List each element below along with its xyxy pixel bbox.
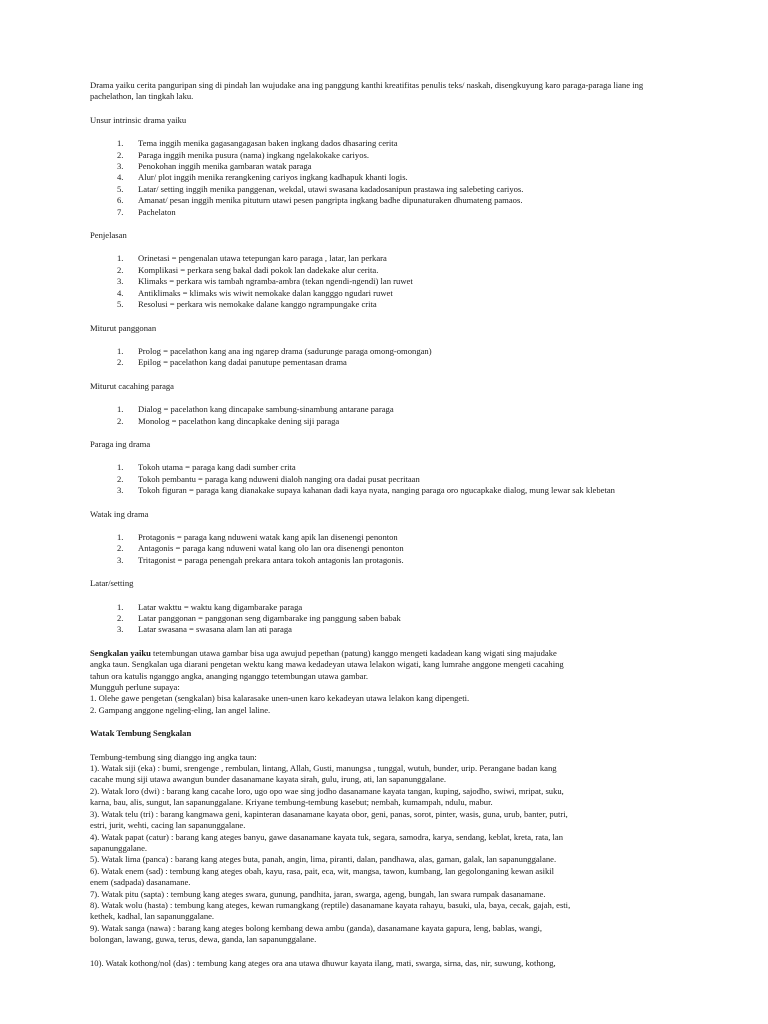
- watak-tembung-list: [90, 752, 678, 946]
- list-item: [90, 602, 678, 613]
- watak-tembung-heading: Watak Tembung Sengkalan: [90, 728, 192, 739]
- list-item: [90, 299, 678, 310]
- text-line: 4). Watak papat (catur) : barang kang ateges banyu, gawe dasanamane kayata tuk, segara, samodra, karya, sendang, keblat, kreta, rata, lan: [90, 831, 564, 842]
- list-number: 1.: [117, 601, 124, 612]
- list-item-text: Latar swasana = swasana alam lan ati paraga: [138, 624, 292, 635]
- sengkalan-line: Mungguh perlune supaya:: [90, 682, 180, 693]
- list-item: [90, 184, 678, 195]
- list-number: 3.: [117, 276, 124, 287]
- unsur-heading: Unsur intrinsic drama yaiku: [90, 114, 187, 125]
- list-number: 3.: [117, 554, 124, 565]
- list-item: [90, 485, 678, 496]
- latar-list: [90, 602, 678, 636]
- list-item-text: Latar panggonan = panggonan seng digambarake ing panggung saben babak: [138, 613, 401, 623]
- paraga-heading: Paraga ing drama: [90, 438, 151, 449]
- list-item-text: Tema inggih menika gagasangagasan baken ingkang dados dhasaring cerita: [138, 138, 398, 149]
- text-line: 6). Watak enem (sad) : tembung kang ateges obah, kayu, rasa, pait, eca, wit, mangsa, tawon, kumbang, lan gegolonganing kewan asikil: [90, 865, 555, 876]
- list-item: [90, 624, 678, 635]
- list-number: 2.: [117, 264, 124, 275]
- list-number: 1.: [117, 253, 124, 264]
- text-line: enem (sadpada) dasanamane.: [90, 877, 191, 888]
- list-number: 1.: [117, 345, 124, 356]
- unsur-list: [90, 138, 678, 218]
- text-line: estri, jurit, wehti, cacing lan sapanunggalane.: [90, 820, 246, 831]
- text-line: 3). Watak telu (tri) : barang kangmawa geni, kapinteran dasanamane kayata obor, geni, panas, sorot, pinter, wasis, guna, urub, banter, putri,: [90, 808, 568, 819]
- cacahing-list: [90, 404, 678, 427]
- list-item: [90, 276, 678, 287]
- list-number: 2.: [117, 357, 124, 368]
- list-item: [90, 404, 678, 415]
- list-item-text: Antiklimaks = klimaks wis wiwit nemokake dalan kangggo ngudari ruwet: [138, 287, 393, 298]
- list-item: [90, 172, 678, 183]
- list-number: 7.: [117, 206, 124, 217]
- watak-list: [90, 532, 678, 566]
- list-item: [90, 532, 678, 543]
- latar-heading: Latar/setting: [90, 578, 134, 589]
- list-item-text: Protagonis = paraga kang nduweni watak kang apik lan disenengi penonton: [138, 531, 398, 542]
- list-item-text: Alur/ plot inggih menika rerangkening cariyos ingkang kadhapuk khanti logis.: [138, 172, 408, 183]
- penjelasan-heading: Penjelasan: [90, 230, 127, 241]
- sengkalan-line: 2. Gampang anggone ngeling-eling, lan angel laline.: [90, 704, 271, 715]
- list-number: 2.: [117, 415, 124, 426]
- sengkalan-line-text: tetembungan utawa gambar bisa uga awujud pepethan (patung) kanggo mengeti kadadean kang wigati sing majudake: [150, 647, 557, 658]
- list-number: 6.: [117, 195, 124, 206]
- text-line: Tembung-tembung sing dianggo ing angka taun:: [90, 751, 257, 762]
- list-number: 1.: [117, 462, 124, 473]
- sengkalan-section: [90, 648, 678, 716]
- watak-heading: Watak ing drama: [90, 508, 149, 519]
- list-item-text: Tokoh utama = paraga kang dadi sumber crita: [138, 462, 296, 473]
- list-number: 2.: [117, 473, 124, 484]
- text-line: 1). Watak siji (eka) : bumi, srengenge , rembulan, lintang, Allah, Gusti, manungsa , tunggal, wutuh, bunder, urip. Perangane badan kang: [90, 763, 557, 774]
- list-item: [90, 253, 678, 264]
- list-number: 2.: [117, 543, 124, 554]
- panggonan-list: [90, 346, 678, 369]
- list-item: [90, 346, 678, 357]
- text-line: 7). Watak pitu (sapta) : tembung kang ateges swara, gunung, pandhita, jaran, swarga, ageng, bungah, lan swara rumpak dasanamane.: [90, 888, 546, 899]
- list-number: 3.: [117, 624, 124, 635]
- list-item-text: Amanat/ pesan inggih menika pituturn utawi pesen pangripta ingkang badhe dipunaturaken dhumateng pamaos.: [138, 195, 523, 206]
- document-page: [90, 80, 678, 969]
- list-number: 1.: [117, 404, 124, 415]
- list-number: 3.: [117, 485, 124, 496]
- list-item: [90, 462, 678, 473]
- cacahing-heading: Miturut cacahing paraga: [90, 380, 174, 391]
- sengkalan-term: Sengkalan yaiku: [90, 647, 151, 658]
- list-item-text: Latar/ setting inggih menika panggenan, wekdal, utawi swasana kadadosanipun prastawa ing salebeting cariyos.: [138, 183, 524, 194]
- text-line: bolongan, lawang, guwa, terus, dewa, ganda, lan sapanunggalane.: [90, 934, 317, 945]
- sengkalan-line-1: [90, 648, 557, 658]
- list-item: [90, 416, 678, 427]
- paraga-list: [90, 462, 678, 496]
- list-number: 3.: [117, 161, 124, 172]
- list-item: [90, 161, 678, 172]
- text-line: 2). Watak loro (dwi) : barang kang cacahe loro, ugo opo wae sing jodho dasanamane kayata tangan, kuping, sajodho, swiwi, mripat, suku,: [90, 785, 564, 796]
- list-item: [90, 555, 678, 566]
- list-item-text: Komplikasi = perkara seng bakal dadi pokok lan dadekake alur cerita.: [138, 264, 379, 275]
- intro-paragraph: Drama yaiku cerita panguripan sing di pindah lan wujudake ana ing panggung kanthi kreatifitas penulis teks/ naskah, disengkuyung karo paraga-paraga liane ing pachelathon, lan tingkah laku.: [90, 80, 644, 102]
- list-item: [90, 288, 678, 299]
- list-item: [90, 195, 678, 206]
- list-item-text: Tokoh figuran = paraga kang dianakake supaya kahanan dadi kaya nyata, nanging paraga oro ngucapkake dialog, mung lewar sak klebetan: [138, 485, 615, 496]
- list-number: 5.: [117, 183, 124, 194]
- list-number: 1.: [117, 138, 124, 149]
- list-item-text: Orinetasi = pengenalan utawa tetepungan karo paraga , latar, lan perkara: [138, 253, 387, 264]
- list-item-text: Tokoh pembantu = paraga kang nduweni dialoh nanging ora dadai pusat pecritaan: [138, 473, 420, 484]
- list-item-text: Klimaks = perkara wis tambah ngramba-ambra (tekan ngendi-ngendi) lan ruwet: [138, 276, 413, 287]
- list-item-text: Latar wakttu = waktu kang digambarake paraga: [138, 601, 303, 612]
- list-number: 2.: [117, 149, 124, 160]
- list-number: 5.: [117, 299, 124, 310]
- list-item: [90, 138, 678, 149]
- list-item: [90, 150, 678, 161]
- sengkalan-line: angka taun. Sengkalan uga diarani pengetan wektu kang mawa kedadeyan utawa lelakon wigati, kang lumrahe anggone mengeti cacahing: [90, 659, 564, 670]
- sengkalan-line: tahun ora katulis nganggo angka, ananging nganggo tetembungan utawa gambar.: [90, 670, 369, 681]
- list-item-text: Tritagonist = paraga penengah prekara antara tokoh antagonis lan protagonis.: [138, 554, 404, 565]
- list-item-text: Paraga inggih menika pusura (nama) ingkang ngelakokake cariyos.: [138, 149, 369, 160]
- text-line: 5). Watak lima (panca) : barang kang ateges buta, panah, angin, lima, piranti, dalan, pandhawa, alas, gaman, galak, lan sapanunggalane.: [90, 854, 557, 865]
- list-item-text: Pachelaton: [138, 206, 176, 217]
- text-line: karna, bau, alis, sungut, lan sapanunggalane. Kriyane tembung-tembung kasebut; nembah, kumampah, ndulu, mabur.: [90, 797, 493, 808]
- list-item: [90, 265, 678, 276]
- list-number: 4.: [117, 287, 124, 298]
- list-item-text: Monolog = pacelathon kang dincapkake dening siji paraga: [138, 415, 340, 426]
- list-item-text: Penokohan inggih menika gambaran watak paraga: [138, 161, 312, 172]
- list-number: 4.: [117, 172, 124, 183]
- list-item-text: Antagonis = paraga kang nduweni watal kang olo lan ora disenengi penonton: [138, 543, 404, 554]
- list-item: [90, 543, 678, 554]
- list-item-text: Dialog = pacelathon kang dincapake sambung-sinambung antarane paraga: [138, 404, 394, 415]
- penjelasan-list: [90, 253, 678, 310]
- list-item: [90, 613, 678, 624]
- list-item: [90, 207, 678, 218]
- list-item: [90, 474, 678, 485]
- list-item-text: Epilog = pacelathon kang dadai panutupe pementasan drama: [138, 357, 347, 368]
- text-line: sapanunggalane.: [90, 842, 148, 853]
- text-line: 8). Watak wolu (hasta) : tembung kang ateges, kewan rumangkang (reptile) dasanamane kayata rahayu, basuki, ula, baya, cecak, gajah, esti,: [90, 899, 571, 910]
- list-number: 2.: [117, 613, 124, 623]
- watak-tembung-last: 10). Watak kothong/nol (das) : tembung kang ateges ora ana utawa dhuwur kayata ilang, mati, swarga, sirna, das, nir, suwung, kothong,: [90, 957, 556, 968]
- text-line: 9). Watak sanga (nawa) : barang kang ateges bolong kembang dewa ambu (ganda), dasanamane kayata gapura, leng, bablas, wangi,: [90, 922, 543, 933]
- sengkalan-line: 1. Olehe gawe pengetan (sengkalan) bisa kalarasake unen-unen karo kekadeyan utawa lelakon kang dipengeti.: [90, 693, 470, 704]
- text-line: kethek, kadhal, lan sapanunggalane.: [90, 911, 215, 922]
- text-line: cacahe mung siji utawa awangun bunder dasanamane kayata sirah, gulu, irung, ati, lan sapanunggalane.: [90, 774, 447, 785]
- list-item: [90, 357, 678, 368]
- list-item-text: Prolog = pacelathon kang ana ing ngarep drama (sadurunge paraga omong-omongan): [138, 345, 432, 356]
- list-item-text: Resolusi = perkara wis nemokake dalane kanggo ngrampungake crita: [138, 299, 377, 310]
- panggonan-heading: Miturut panggonan: [90, 322, 157, 333]
- list-number: 1.: [117, 531, 124, 542]
